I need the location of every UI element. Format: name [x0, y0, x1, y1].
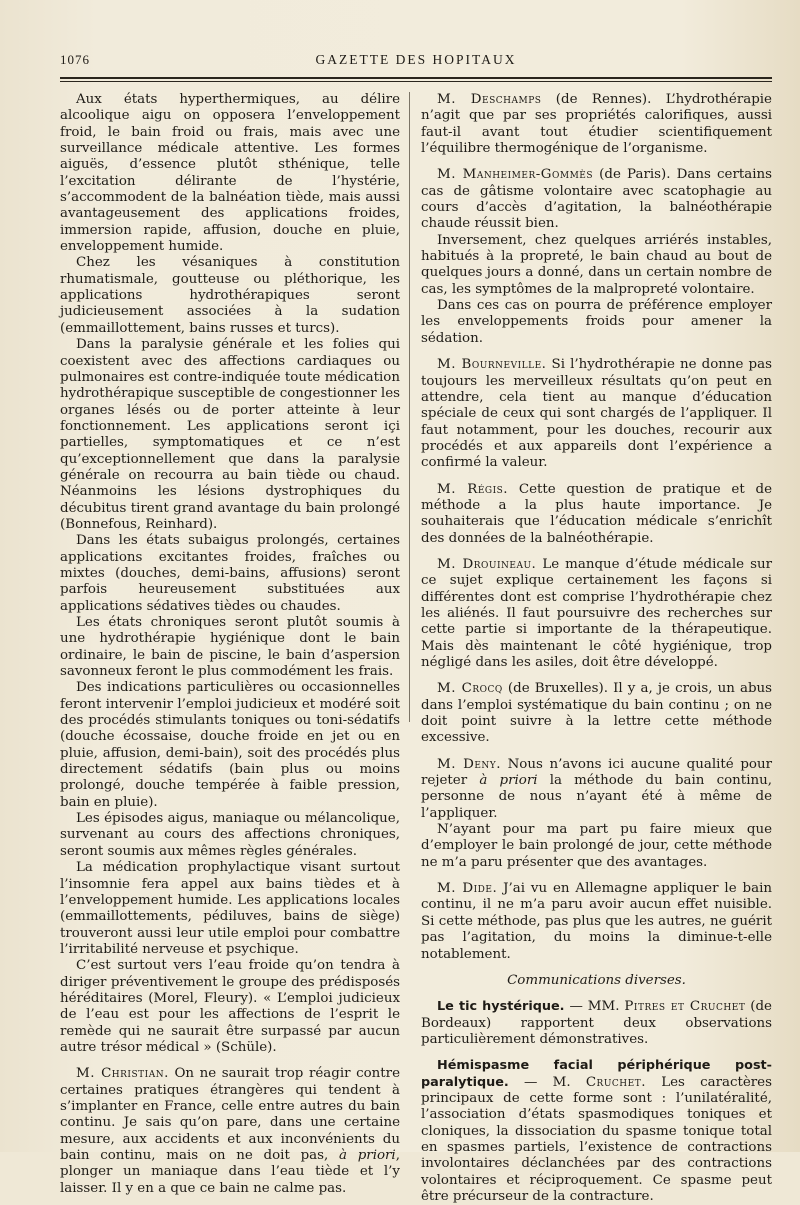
italic-text: à priori: [479, 773, 538, 789]
paragraph-tic: [421, 999, 772, 1048]
paragraph-text: On ne saurait trop réagir contre certaines pratiques étrangères qui tendent à s’implanter en France, celle entre autres du bain continu. Je sais qu’on pare, dans une certaine mesure, aux accidents et aux inconvénients du bain continu, mais on ne doit pas,: [60, 1066, 400, 1163]
speaker-name: M. Deschamps: [437, 92, 542, 107]
paragraph: Des indications particulières ou occasionnelles feront intervenir l’emploi judicieux et modéré soit des procédés stimulants toniques ou toni-sédatifs (douche écossaise, douche froide en jet ou en pluie, affusion, demi-bain), soit des procédés plus directement sédatifs (bain plus ou moins prolongé, douche tempérée à faible pression, bain en pluie).: [60, 680, 400, 810]
page-header: [60, 50, 772, 72]
paragraph: Dans ces cas on pourra de préférence employer les enveloppements froids pour amener la sédation.: [421, 298, 772, 346]
column-divider: [409, 92, 410, 722]
paragraph-crocq: [421, 681, 772, 746]
speaker-name: M. Dide.: [437, 881, 498, 897]
speaker-name: M. Régis.: [437, 481, 509, 497]
speaker-name: M. Drouineau.: [437, 556, 537, 572]
header-rule-thin: [60, 81, 772, 82]
page-number: 1076: [60, 52, 90, 67]
header-rule-thick: [60, 77, 772, 79]
paragraph-text: (de Bruxelles). Il y a, je crois, un abus dans l’emploi systématique du bain continu ; on ne doit point suivre à la lettre cette méthode excessive.: [421, 681, 773, 746]
paragraph: Dans la paralysie générale et les folies qui coexistent avec des affections cardiaques ou pulmonaires est contre-indiquée toute médication hydrothérapique susceptible de congestionner les organes lésés ou de porter atteinte à leur fonctionnement. Les applications seront içi partielles, symptomatiques et ce n’est qu’exceptionnellement que dans la paralysie générale on recourra au bain tiède ou chaud. Néanmoins les lésions dystrophiques du décubitus tirent grand avantage du bain prolongé (Bonnefous, Reinhard).: [60, 337, 400, 532]
right-column: [421, 92, 772, 1205]
paragraph: Les épisodes aigus, maniaque ou mélancolique, survenant au cours des affections chroniques, seront soumis aux mêmes règles générales.: [60, 811, 400, 859]
paragraph: Les états chroniques seront plutôt soumis à une hydrothérapie hygiénique dont le bain ordinaire, le bain de piscine, le bain d’aspersion savonneux feront le plus commodément les frais.: [60, 615, 400, 680]
paragraph-text: Si l’hydrothérapie ne donne pas toujours les merveilleux résultats qu’on peut en attendre, cela tient au manque d’éducation spéciale de ceux qui sont chargés de l’appliquer. Il faut notamment, pour les douches, recourir aux procédés et aux appareils dont l’expérience a confirmé la valeur.: [421, 357, 772, 471]
speaker-name: Pitres et Cruchet: [624, 999, 746, 1015]
paragraph-drouineau: [421, 557, 772, 671]
paragraph-text: Le manque d’étude médicale sur ce sujet explique certainement les façons si différentes dont est comprise l’hydrothérapie chez les aliénés. Il faut poursuivre des recherches sur cette partie si importante de la thérapeutique. Mais dès maintenant le côté hygiénique, trop négligé dans les asiles, doit être développé.: [421, 556, 772, 670]
paragraph: Aux états hyperthermiques, au délire alcoolique aigu on opposera l’enveloppement froid, le bain froid ou frais, mais avec une surveillance médicale attentive. Les formes aiguës, d’essence plutôt sthénique, telle l’excitation délirante de l’hystérie, s’accommodent de la balnéation tiède, mais aussi avantageusement des applications froides, immersion rapide, affusion, douche en pluie, enveloppement humide.: [60, 92, 400, 255]
paragraph-hemispasme: [421, 1058, 772, 1205]
left-column: [60, 92, 400, 1197]
paragraph-christian: [60, 1066, 400, 1197]
paragraph-manheimer: [421, 167, 772, 232]
paragraph-text: Les caractères principaux de cette forme sont : l’unilatéralité, l’association d’états spasmodiques toniques et cloniques, la dissociation du spasme tonique total en spasmes partiels, l’existence de contractions involontaires déclanchées par des contractions volontaires et réciproquement. Ce spasme peut être précurseur de la contracture.: [421, 1074, 772, 1204]
speaker-name: M. Bourneville.: [437, 357, 547, 373]
section-title: Communications diverses.: [507, 972, 686, 988]
speaker-name: M. Crocq: [437, 681, 503, 697]
paragraph-bourneville: [421, 357, 772, 471]
paragraph: Inversement, chez quelques arriérés instables, habitués à la propreté, le bain chaud au bout de quelques jours a donné, dans un certain nombre de cas, les symptômes de la malpropreté volontaire.: [421, 232, 772, 297]
italic-text: à priori: [339, 1148, 396, 1163]
paragraph-deschamps: [421, 92, 772, 157]
item-title: Le tic hystérique.: [437, 999, 565, 1015]
paragraph-text: J’ai vu en Allemagne appliquer le bain continu, il ne m’a paru avoir aucun effet nuisible. Si cette méthode, pas plus que les autres, ne guérit pas l’agitation, du moins la diminue-t-elle notablement.: [421, 881, 772, 962]
paragraph-text: (de Paris). Dans certains cas de gâtisme volontaire avec scatophagie au cours d’accès d’agitation, la balnéothérapie chaude réussit bien.: [421, 167, 772, 232]
speaker-name: Cruchet.: [585, 1074, 646, 1090]
paragraph-text: (de Rennes). L’hydrothérapie n’agit que par ses propriétés calorifiques, aussi faut-il avant tout étudier scientifiquement l’équilibre thermogénique de l’organisme.: [421, 92, 772, 157]
paragraph-text: , plonger un maniaque dans l’eau tiède et l’y laisser. Il y en a que ce bain ne calme pas.: [60, 1148, 400, 1196]
paragraph-text: Cette question de pratique et de méthode a la plus haute importance. Je souhaiterais que l’éducation médicale s’enrichît des données de la balnéothérapie.: [421, 481, 773, 546]
paragraph-text: Nous n’avons ici aucune qualité pour rejeter: [421, 756, 772, 789]
paragraph-regis: [421, 482, 772, 547]
paragraph: La médication prophylactique visant surtout l’insomnie fera appel aux bains tièdes et à l’enveloppement humide. Les applications locales (emmaillottements, pédiluves, bains de siège) trouveront aussi leur utile emploi pour combattre l’irritabilité nerveuse et psychique.: [60, 860, 400, 957]
paragraph-text: (de Bordeaux) rapportent deux observations particulièrement démonstratives.: [421, 999, 772, 1047]
item-title: Hémispasme facial périphérique post-paralytique.: [421, 1058, 772, 1090]
journal-title: GAZETTE DES HOPITAUX: [315, 52, 517, 67]
paragraph-text: — MM.: [564, 999, 625, 1015]
paragraph-deny: [421, 757, 772, 822]
paragraph: Dans les états subaigus prolongés, certaines applications excitantes froides, fraîches ou mixtes (douches, demi-bains, affusions) seront parfois heureusement substituées aux applications sédatives tièdes ou chaudes.: [60, 533, 400, 614]
paragraph-text: — M.: [508, 1074, 586, 1090]
paragraph-text: la méthode du bain continu, personne de nous n’ayant été à même de l’appliquer.: [421, 773, 772, 821]
speaker-name: M. Deny.: [437, 756, 501, 772]
paragraph-dide: [421, 881, 772, 963]
paragraph: Chez les vésaniques à constitution rhumatismale, goutteuse ou pléthorique, les applications hydrothérapiques seront judicieusement associées à la sudation (emmaillottement, bains russes et turcs).: [60, 255, 400, 336]
speaker-name: M. Manheimer-Gommès: [437, 167, 594, 183]
speaker-name: M. Christian.: [76, 1066, 169, 1082]
paragraph: N’ayant pour ma part pu faire mieux que d’employer le bain prolongé de jour, cette méthode ne m’a paru présenter que des avantages.: [421, 822, 772, 870]
paragraph: C’est surtout vers l’eau froide qu’on tendra à diriger préventivement le groupe des prédisposés héréditaires (Morel, Fleury). « L’emploi judicieux de l’eau est pour les affections de l’esprit le remède qui ne saurait être surpassé par aucun autre trésor médical » (Schüle).: [60, 958, 400, 1055]
